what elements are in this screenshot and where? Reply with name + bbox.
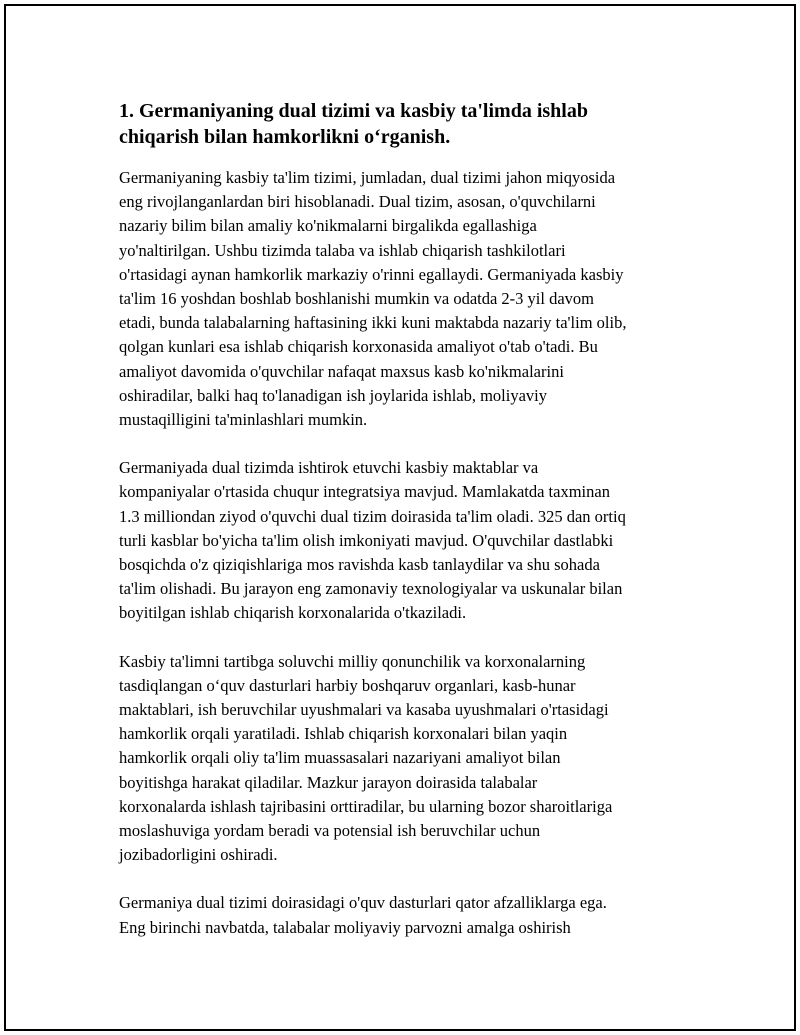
- text-line: amaliyot davomida o'quvchilar nafaqat maxsus kasb ko'nikmalarini: [119, 361, 564, 381]
- text-line: turli kasblar bo'yicha ta'lim olish imkoniyati mavjud. O'quvchilar dastlabki: [119, 530, 614, 550]
- text-line: Eng birinchi navbatda, talabalar moliyaviy parvozni amalga oshirish: [119, 917, 571, 937]
- text-line: hamkorlik orqali yaratiladi. Ishlab chiqarish korxonalari bilan yaqin: [119, 724, 568, 744]
- text-line: boyitilgan ishlab chiqarish korxonalarida o'tkaziladi.: [119, 603, 467, 623]
- text-line: korxonalarda ishlash tajribasini orttiradilar, bu ularning bozor sharoitlariga: [119, 796, 613, 816]
- text-line: kompaniyalar o'rtasida chuqur integratsiya mavjud. Mamlakatda taxminan: [119, 482, 610, 502]
- text-line: qolgan kunlari esa ishlab chiqarish korxonasida amaliyot o'tab o'tadi. Bu: [119, 337, 598, 357]
- text-line: Germaniyada dual tizimda ishtirok etuvchi kasbiy maktablar va: [119, 458, 539, 478]
- section-heading: [119, 98, 709, 150]
- text-line: Germaniya dual tizimi doirasidagi o'quv dasturlari qator afzalliklarga ega.: [119, 893, 607, 913]
- text-line: hamkorlik orqali oliy ta'lim muassasalari nazariyani amaliyot bilan: [119, 748, 561, 768]
- text-line: eng rivojlanganlardan biri hisoblanadi. Dual tizim, asosan, o'quvchilarni: [119, 192, 596, 212]
- paragraph-1: [119, 166, 709, 432]
- text-line: etadi, bunda talabalarning haftasining ikki kuni maktabda nazariy ta'lim olib,: [119, 313, 627, 333]
- text-line: boyitishga harakat qiladilar. Mazkur jarayon doirasida talabalar: [119, 772, 538, 792]
- document-body: [119, 98, 709, 964]
- text-line: o'rtasidagi aynan hamkorlik markaziy o'rinni egallaydi. Germaniyada kasbiy: [119, 264, 624, 284]
- heading-line: 1. Germaniyaning dual tizimi va kasbiy ta'limda ishlab: [119, 100, 588, 122]
- text-line: oshiradilar, balki haq to'lanadigan ish joylarida ishlab, moliyaviy: [119, 385, 548, 405]
- text-line: nazariy bilim bilan amaliy ko'nikmalarni birgalikda egallashiga: [119, 216, 537, 236]
- paragraph-4: [119, 891, 709, 939]
- text-line: jozibadorligini oshiradi.: [119, 845, 278, 865]
- text-line: 1.3 milliondan ziyod o'quvchi dual tizim doirasida ta'lim oladi. 325 dan ortiq: [119, 506, 626, 526]
- paragraph-2: [119, 456, 709, 625]
- text-line: Germaniyaning kasbiy ta'lim tizimi, jumladan, dual tizimi jahon miqyosida: [119, 168, 616, 187]
- text-line: ta'lim olishadi. Bu jarayon eng zamonaviy texnologiyalar va uskunalar bilan: [119, 579, 623, 599]
- text-line: ta'lim 16 yoshdan boshlab boshlanishi mumkin va odatda 2-3 yil davom: [119, 289, 595, 309]
- text-line: bosqichda o'z qiziqishlariga mos ravishda kasb tanlaydilar va shu sohada: [119, 555, 600, 575]
- paragraph-3: [119, 650, 709, 868]
- text-line: moslashuviga yordam beradi va potensial ish beruvchilar uchun: [119, 821, 541, 841]
- text-line: tasdiqlangan o‘quv dasturlari harbiy boshqaruv organlari, kasb-hunar: [119, 675, 576, 695]
- text-line: yo'naltirilgan. Ushbu tizimda talaba va ishlab chiqarish tashkilotlari: [119, 240, 566, 260]
- text-line: mustaqilligini ta'minlashlari mumkin.: [119, 410, 368, 430]
- page-frame: [4, 4, 796, 1031]
- heading-line: chiqarish bilan hamkorlikni o‘rganish.: [119, 126, 451, 148]
- text-line: maktablari, ish beruvchilar uyushmalari va kasaba uyushmalari o'rtasidagi: [119, 700, 609, 720]
- text-line: Kasbiy ta'limni tartibga soluvchi milliy qonunchilik va korxonalarning: [119, 651, 586, 671]
